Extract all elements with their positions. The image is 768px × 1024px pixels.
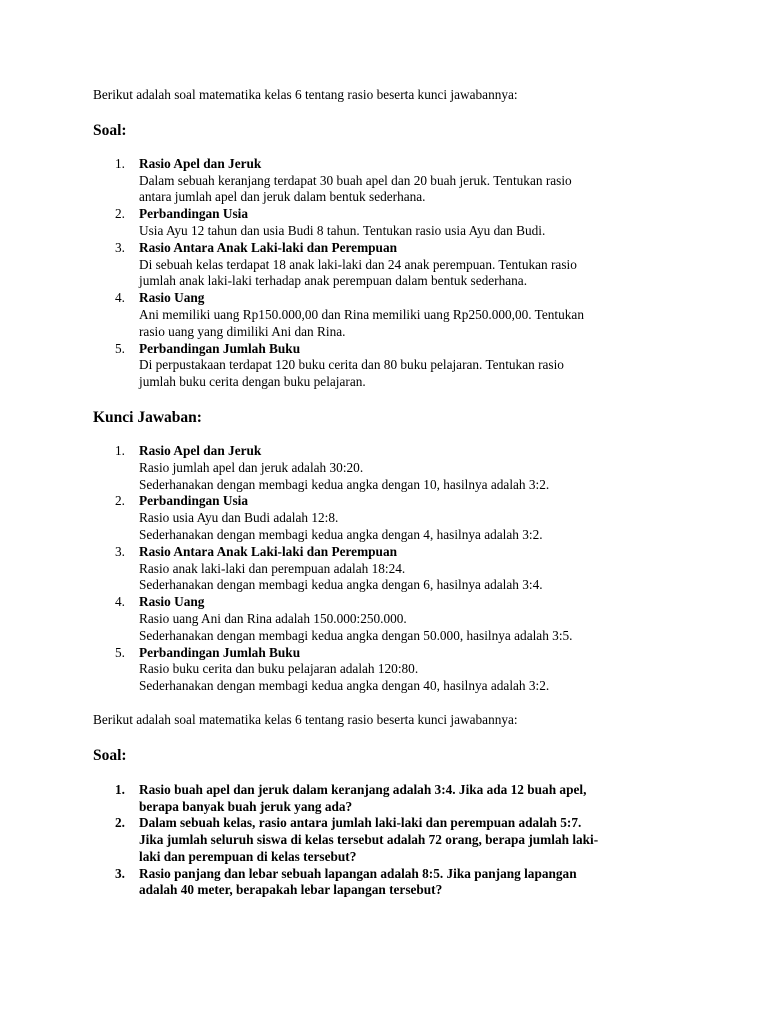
item-title: Perbandingan Jumlah Buku — [139, 340, 301, 356]
list-number: 3. — [115, 543, 125, 559]
soal-heading-2: Soal: — [93, 746, 127, 764]
item-text-line: Rasio panjang dan lebar sebuah lapangan adalah 8:5. Jika panjang lapangan — [139, 865, 577, 881]
item-text-line: Rasio jumlah apel dan jeruk adalah 30:20. — [139, 459, 364, 475]
item-text-line: antara jumlah apel dan jeruk dalam bentuk sederhana. — [139, 189, 426, 205]
list-item — [93, 240, 693, 290]
list-number: 1. — [115, 155, 125, 171]
item-title: Rasio Uang — [139, 594, 205, 610]
item-title: Perbandingan Usia — [139, 493, 248, 509]
list-item — [93, 782, 693, 816]
list-number: 1. — [115, 442, 125, 458]
list-number: 2. — [115, 493, 125, 509]
soal-list-2 — [93, 782, 693, 900]
item-text-line: Dalam sebuah kelas, rasio antara jumlah laki-laki dan perempuan adalah 5:7. — [139, 815, 582, 831]
item-title: Rasio Antara Anak Laki-laki dan Perempuan — [139, 239, 397, 255]
item-text-line: Di perpustakaan terdapat 120 buku cerita dan 80 buku pelajaran. Tentukan rasio — [139, 357, 564, 373]
item-title: Rasio Antara Anak Laki-laki dan Perempuan — [139, 543, 397, 559]
item-text-line: Sederhanakan dengan membagi kedua angka dengan 40, hasilnya adalah 3:2. — [139, 678, 550, 694]
list-number: 2. — [115, 206, 125, 222]
item-text-line: Rasio anak laki-laki dan perempuan adalah 18:24. — [139, 560, 406, 576]
item-title: Rasio Apel dan Jeruk — [139, 155, 262, 171]
item-text-line: Rasio buah apel dan jeruk dalam keranjang adalah 3:4. Jika ada 12 buah apel, — [139, 781, 587, 797]
item-text-line: Ani memiliki uang Rp150.000,00 dan Rina memiliki uang Rp250.000,00. Tentukan — [139, 306, 584, 322]
intro-text: Berikut adalah soal matematika kelas 6 tentang rasio beserta kunci jawabannya: — [93, 87, 518, 102]
list-item — [93, 156, 693, 206]
soal-list — [93, 156, 693, 391]
list-item — [93, 866, 693, 900]
kunci-jawaban-list — [93, 443, 693, 695]
item-text-line: Di sebuah kelas terdapat 18 anak laki-laki dan 24 anak perempuan. Tentukan rasio — [139, 256, 577, 272]
item-title: Rasio Apel dan Jeruk — [139, 442, 262, 458]
list-item — [93, 206, 693, 240]
item-text-line: Sederhanakan dengan membagi kedua angka dengan 10, hasilnya adalah 3:2. — [139, 476, 550, 492]
item-text-line: Rasio usia Ayu dan Budi adalah 12:8. — [139, 510, 339, 526]
item-text-line: Rasio buku cerita dan buku pelajaran adalah 120:80. — [139, 661, 419, 677]
list-number: 1. — [115, 781, 125, 797]
list-item — [93, 815, 693, 865]
item-text-line: Dalam sebuah keranjang terdapat 30 buah apel dan 20 buah jeruk. Tentukan rasio — [139, 172, 572, 188]
kunci-jawaban-heading: Kunci Jawaban: — [93, 408, 202, 426]
list-item — [93, 645, 693, 695]
list-number: 4. — [115, 290, 125, 306]
item-text-line: laki dan perempuan di kelas tersebut? — [139, 848, 357, 864]
item-text-line: Sederhanakan dengan membagi kedua angka dengan 6, hasilnya adalah 3:4. — [139, 577, 543, 593]
list-number: 3. — [115, 239, 125, 255]
item-text-line: jumlah buku cerita dengan buku pelajaran. — [139, 374, 366, 390]
item-text-line: adalah 40 meter, berapakah lebar lapangan tersebut? — [139, 882, 443, 898]
item-title: Rasio Uang — [139, 290, 205, 306]
item-text-line: Rasio uang Ani dan Rina adalah 150.000:250.000. — [139, 610, 407, 626]
list-item — [93, 290, 693, 340]
list-number: 4. — [115, 594, 125, 610]
list-item — [93, 544, 693, 594]
list-item — [93, 594, 693, 644]
item-text-line: Sederhanakan dengan membagi kedua angka dengan 4, hasilnya adalah 3:2. — [139, 526, 543, 542]
item-text-line: Usia Ayu 12 tahun dan usia Budi 8 tahun. Tentukan rasio usia Ayu dan Budi. — [139, 222, 546, 238]
document-page — [93, 87, 693, 899]
list-number: 5. — [115, 644, 125, 660]
list-number: 3. — [115, 865, 125, 881]
list-item — [93, 493, 693, 543]
item-text-line: jumlah anak laki-laki terhadap anak perempuan dalam bentuk sederhana. — [139, 273, 528, 289]
list-item — [93, 341, 693, 391]
list-item — [93, 443, 693, 493]
item-text-line: Jika jumlah seluruh siswa di kelas tersebut adalah 72 orang, berapa jumlah laki- — [139, 832, 599, 848]
list-number: 5. — [115, 340, 125, 356]
intro-text-2: Berikut adalah soal matematika kelas 6 tentang rasio beserta kunci jawabannya: — [93, 711, 518, 727]
soal-heading: Soal: — [93, 121, 127, 139]
item-title: Perbandingan Jumlah Buku — [139, 644, 301, 660]
item-title: Perbandingan Usia — [139, 206, 248, 222]
item-text-line: berapa banyak buah jeruk yang ada? — [139, 798, 353, 814]
list-number: 2. — [115, 815, 125, 831]
item-text-line: rasio uang yang dimiliki Ani dan Rina. — [139, 323, 346, 339]
item-text-line: Sederhanakan dengan membagi kedua angka dengan 50.000, hasilnya adalah 3:5. — [139, 627, 573, 643]
